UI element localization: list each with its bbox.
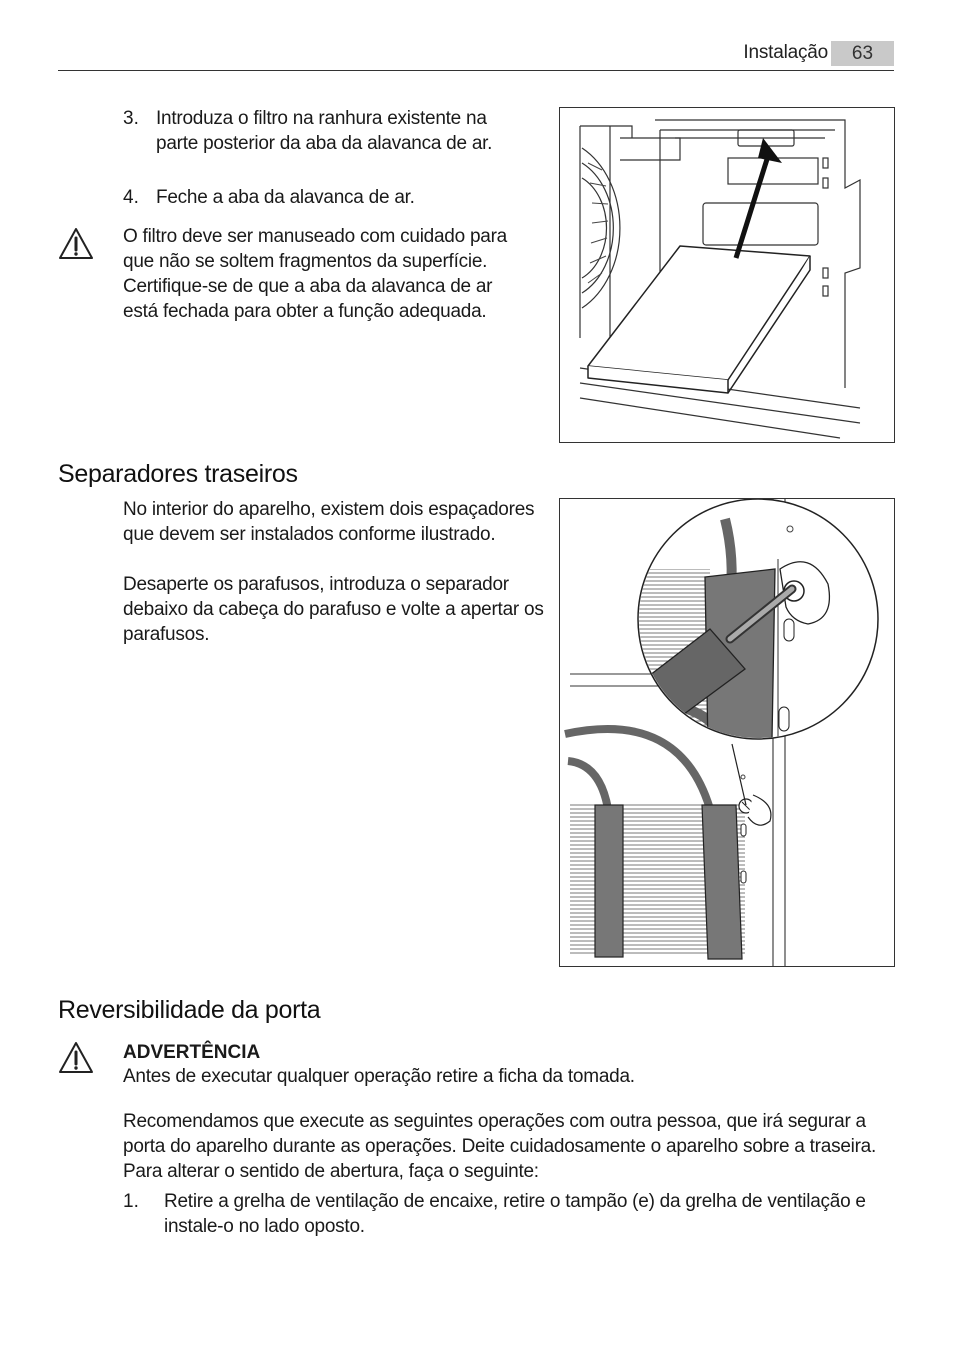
step-number: 3.: [123, 108, 139, 129]
header-rule: [58, 70, 894, 71]
door-intro-paragraph: Recomendamos que execute as seguintes operações com outra pessoa, que irá segurar a porta do aparelho durante as operações. Deite cuidadosamente o aparelho sobre a traseira. Para alterar o sentido de abertura, faça o seguinte:: [123, 1111, 877, 1182]
filter-insertion-illustration: [559, 107, 895, 443]
spacers-paragraph-1: No interior do aparelho, existem dois espaçadores que devem ser instalados conforme ilustrado.: [123, 499, 535, 545]
step-text: Introduza o filtro na ranhura existente na parte posterior da aba da alavanca de ar.: [156, 108, 493, 154]
filter-caution-text: O filtro deve ser manuseado com cuidado para que não se soltem fragmentos da superfície. Certifique-se de que a aba da alavanca de ar está fechada para obter a função adequada.: [123, 226, 507, 322]
rear-spacers-illustration: [559, 498, 895, 967]
warning-label: ADVERTÊNCIA: [123, 1042, 261, 1063]
warning-triangle-icon: [58, 1040, 94, 1076]
header-section-title: Instalação: [743, 42, 828, 63]
step-text: Retire a grelha de ventilação de encaixe, retire o tampão (e) da grelha de ventilação e instale-o no lado oposto.: [164, 1191, 866, 1237]
step-number: 1.: [123, 1191, 139, 1212]
step-text: Feche a aba da alavanca de ar.: [156, 187, 415, 208]
step-number: 4.: [123, 187, 139, 208]
section-heading-spacers: Separadores traseiros: [58, 460, 298, 488]
warning-triangle-icon: [58, 226, 94, 262]
warning-text: Antes de executar qualquer operação retire a ficha da tomada.: [123, 1066, 635, 1087]
spacers-paragraph-2: Desaperte os parafusos, introduza o separador debaixo da cabeça do parafuso e volte a apertar os parafusos.: [123, 574, 544, 645]
page-number: 63: [831, 41, 894, 66]
section-heading-door: Reversibilidade da porta: [58, 996, 321, 1024]
